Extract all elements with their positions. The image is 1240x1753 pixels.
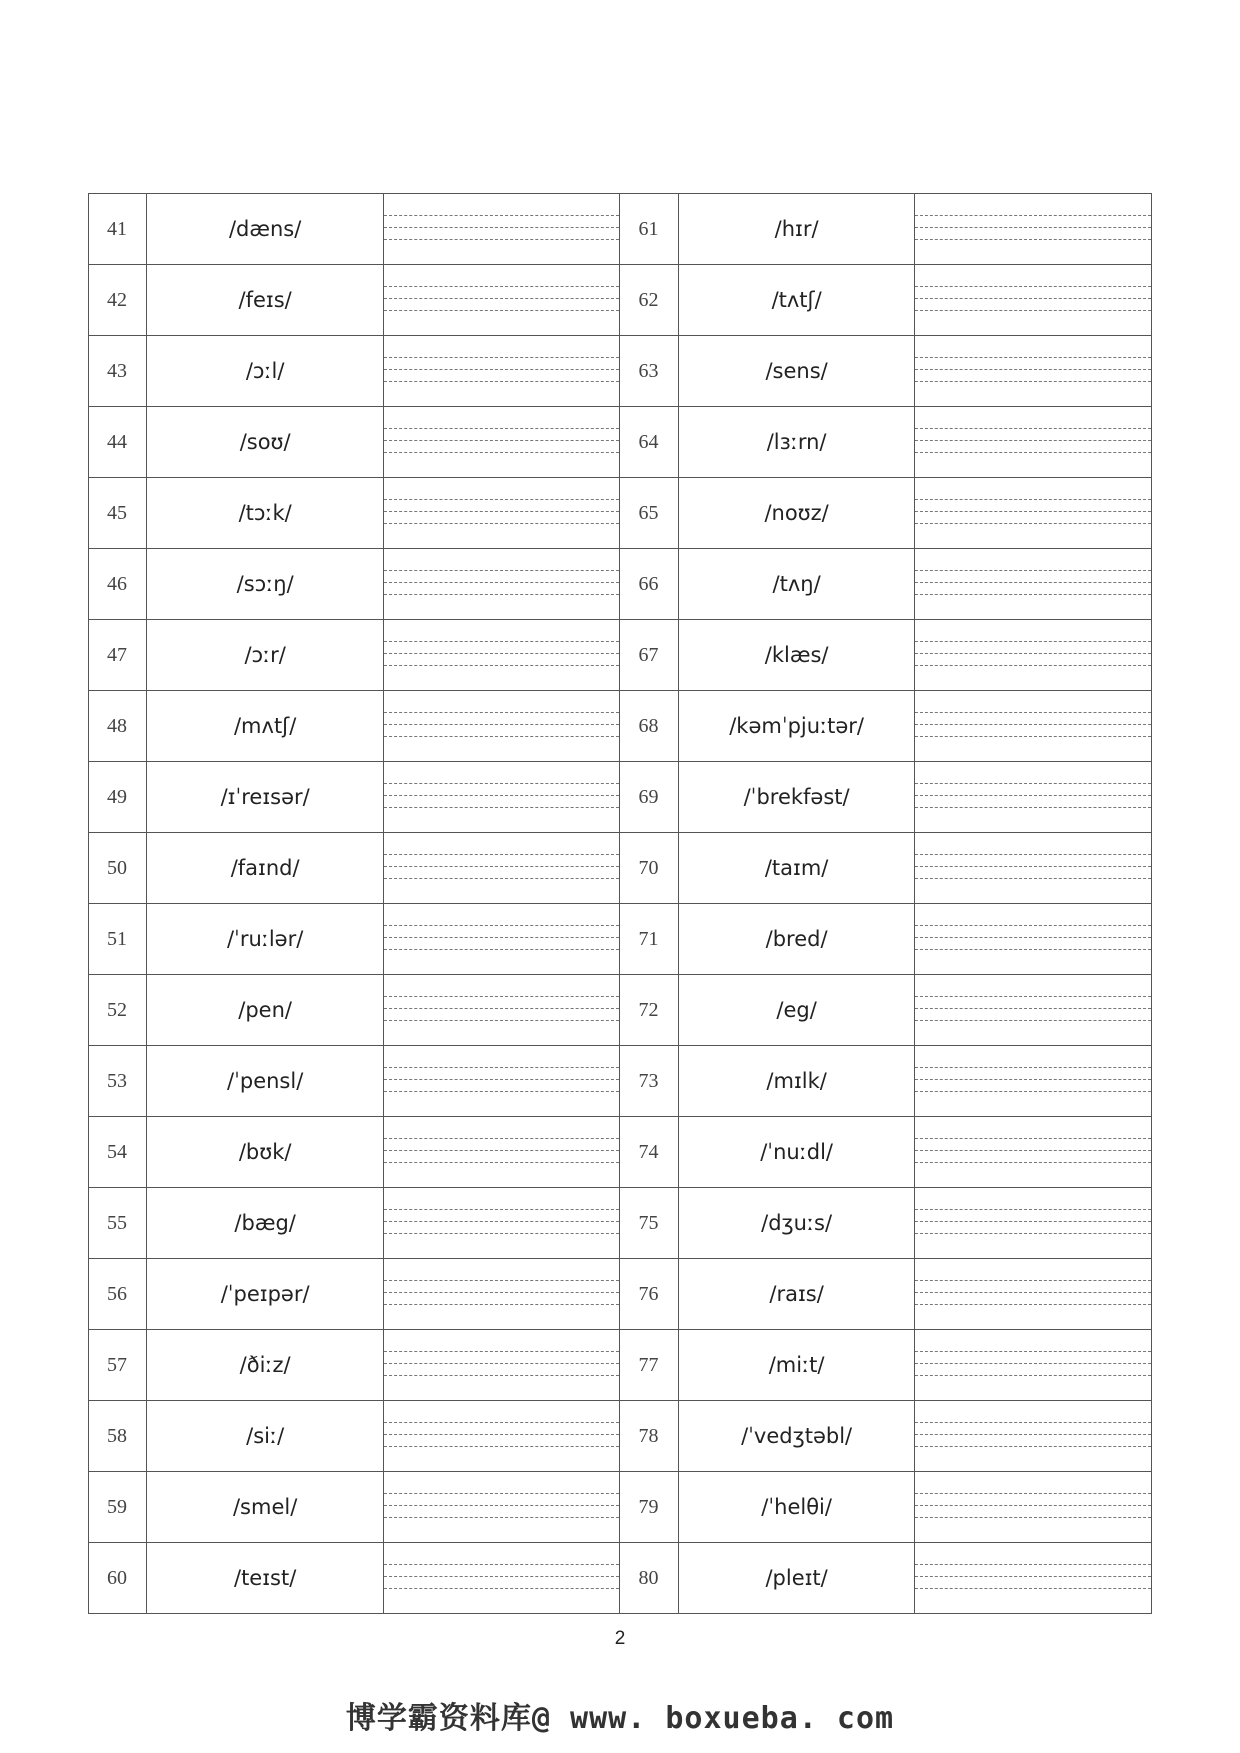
dashed-guide-line (915, 1280, 1151, 1281)
dashed-guide-line (915, 712, 1151, 713)
dashed-guide-line (384, 641, 620, 642)
table-row (89, 194, 1152, 265)
table-row (89, 1472, 1152, 1543)
dashed-guide-line (915, 1422, 1151, 1423)
answer-writing-lines[interactable] (383, 1259, 620, 1330)
phonetic-transcription: /ˈnuːdl/ (678, 1117, 915, 1188)
answer-writing-lines[interactable] (915, 904, 1152, 975)
answer-writing-lines[interactable] (915, 336, 1152, 407)
dashed-guide-line (915, 369, 1151, 370)
table-row (89, 833, 1152, 904)
worksheet-body (89, 194, 1152, 1614)
dashed-guide-line (384, 783, 620, 784)
item-number: 58 (89, 1401, 147, 1472)
dashed-guide-line (384, 937, 620, 938)
phonetic-transcription: /dæns/ (147, 194, 384, 265)
answer-writing-lines[interactable] (915, 194, 1152, 265)
dashed-guide-line (915, 1067, 1151, 1068)
item-number: 59 (89, 1472, 147, 1543)
item-number: 42 (89, 265, 147, 336)
dashed-guide-line (915, 239, 1151, 240)
answer-writing-lines[interactable] (383, 265, 620, 336)
dashed-guide-line (915, 310, 1151, 311)
phonetic-transcription: /ˈpeɪpər/ (147, 1259, 384, 1330)
item-number: 73 (620, 1046, 678, 1117)
answer-writing-lines[interactable] (915, 478, 1152, 549)
answer-writing-lines[interactable] (915, 1046, 1152, 1117)
table-row (89, 1543, 1152, 1614)
dashed-guide-line (915, 381, 1151, 382)
dashed-guide-line (384, 1564, 620, 1565)
dashed-guide-line (915, 925, 1151, 926)
item-number: 72 (620, 975, 678, 1046)
phonetic-transcription: /faɪnd/ (147, 833, 384, 904)
dashed-guide-line (915, 949, 1151, 950)
dashed-guide-line (384, 1209, 620, 1210)
dashed-guide-line (384, 1150, 620, 1151)
dashed-guide-line (915, 1150, 1151, 1151)
phonetic-transcription: /smel/ (147, 1472, 384, 1543)
answer-writing-lines[interactable] (915, 1259, 1152, 1330)
dashed-guide-line (384, 1221, 620, 1222)
answer-writing-lines[interactable] (383, 1117, 620, 1188)
phonetic-transcription: /ɪˈreɪsər/ (147, 762, 384, 833)
dashed-guide-line (384, 1079, 620, 1080)
dashed-guide-line (915, 523, 1151, 524)
dashed-guide-line (384, 227, 620, 228)
dashed-guide-line (915, 1209, 1151, 1210)
dashed-guide-line (915, 1020, 1151, 1021)
dashed-guide-line (915, 1493, 1151, 1494)
dashed-guide-line (384, 1505, 620, 1506)
dashed-guide-line (915, 452, 1151, 453)
item-number: 50 (89, 833, 147, 904)
item-number: 55 (89, 1188, 147, 1259)
dashed-guide-line (915, 665, 1151, 666)
dashed-guide-line (384, 712, 620, 713)
answer-writing-lines[interactable] (383, 762, 620, 833)
phonetic-transcription: /sɔːŋ/ (147, 549, 384, 620)
phonetic-transcription: /soʊ/ (147, 407, 384, 478)
dashed-guide-line (915, 428, 1151, 429)
item-number: 65 (620, 478, 678, 549)
item-number: 60 (89, 1543, 147, 1614)
phonetic-transcription: /tɔːk/ (147, 478, 384, 549)
item-number: 53 (89, 1046, 147, 1117)
dashed-guide-line (915, 736, 1151, 737)
dashed-guide-line (915, 1564, 1151, 1565)
dashed-guide-line (915, 937, 1151, 938)
dashed-guide-line (384, 499, 620, 500)
item-number: 70 (620, 833, 678, 904)
item-number: 54 (89, 1117, 147, 1188)
dashed-guide-line (384, 1008, 620, 1009)
item-number: 68 (620, 691, 678, 762)
table-row (89, 1259, 1152, 1330)
item-number: 71 (620, 904, 678, 975)
dashed-guide-line (384, 452, 620, 453)
item-number: 62 (620, 265, 678, 336)
dashed-guide-line (915, 1517, 1151, 1518)
answer-writing-lines[interactable] (915, 691, 1152, 762)
phonetic-transcription: /ɔːr/ (147, 620, 384, 691)
dashed-guide-line (384, 1292, 620, 1293)
answer-writing-lines[interactable] (383, 1046, 620, 1117)
answer-writing-lines[interactable] (915, 833, 1152, 904)
dashed-guide-line (915, 795, 1151, 796)
answer-writing-lines[interactable] (383, 833, 620, 904)
answer-writing-lines[interactable] (383, 691, 620, 762)
answer-writing-lines[interactable] (383, 407, 620, 478)
item-number: 45 (89, 478, 147, 549)
item-number: 79 (620, 1472, 678, 1543)
dashed-guide-line (384, 239, 620, 240)
answer-writing-lines[interactable] (915, 762, 1152, 833)
item-number: 63 (620, 336, 678, 407)
item-number: 48 (89, 691, 147, 762)
answer-writing-lines[interactable] (383, 904, 620, 975)
dashed-guide-line (915, 724, 1151, 725)
dashed-guide-line (384, 736, 620, 737)
dashed-guide-line (384, 925, 620, 926)
item-number: 69 (620, 762, 678, 833)
table-row (89, 1117, 1152, 1188)
table-row (89, 1401, 1152, 1472)
table-row (89, 265, 1152, 336)
dashed-guide-line (384, 523, 620, 524)
dashed-guide-line (915, 1008, 1151, 1009)
dashed-guide-line (915, 511, 1151, 512)
dashed-guide-line (384, 1020, 620, 1021)
phonetic-transcription: /siː/ (147, 1401, 384, 1472)
dashed-guide-line (915, 1446, 1151, 1447)
phonetic-worksheet-table (88, 193, 1152, 1614)
dashed-guide-line (384, 653, 620, 654)
dashed-guide-line (915, 783, 1151, 784)
dashed-guide-line (915, 1091, 1151, 1092)
phonetic-transcription: /ɔːl/ (147, 336, 384, 407)
dashed-guide-line (384, 996, 620, 997)
answer-writing-lines[interactable] (915, 1472, 1152, 1543)
table-row (89, 975, 1152, 1046)
phonetic-transcription: /bæg/ (147, 1188, 384, 1259)
item-number: 75 (620, 1188, 678, 1259)
dashed-guide-line (915, 1221, 1151, 1222)
dashed-guide-line (384, 1576, 620, 1577)
answer-writing-lines[interactable] (383, 549, 620, 620)
dashed-guide-line (384, 724, 620, 725)
table-row (89, 336, 1152, 407)
item-number: 64 (620, 407, 678, 478)
phonetic-transcription: /hɪr/ (678, 194, 915, 265)
dashed-guide-line (915, 215, 1151, 216)
dashed-guide-line (384, 428, 620, 429)
dashed-guide-line (384, 1091, 620, 1092)
dashed-guide-line (915, 1304, 1151, 1305)
dashed-guide-line (384, 1067, 620, 1068)
dashed-guide-line (384, 854, 620, 855)
table-row (89, 478, 1152, 549)
dashed-guide-line (915, 1138, 1151, 1139)
dashed-guide-line (915, 1505, 1151, 1506)
dashed-guide-line (384, 286, 620, 287)
item-number: 52 (89, 975, 147, 1046)
answer-writing-lines[interactable] (915, 620, 1152, 691)
answer-writing-lines[interactable] (383, 478, 620, 549)
phonetic-transcription: /ðiːz/ (147, 1330, 384, 1401)
item-number: 56 (89, 1259, 147, 1330)
answer-writing-lines[interactable] (915, 1117, 1152, 1188)
dashed-guide-line (915, 1375, 1151, 1376)
dashed-guide-line (384, 594, 620, 595)
phonetic-transcription: /mʌtʃ/ (147, 691, 384, 762)
item-number: 51 (89, 904, 147, 975)
dashed-guide-line (384, 795, 620, 796)
table-row (89, 904, 1152, 975)
answer-writing-lines[interactable] (915, 1401, 1152, 1472)
phonetic-transcription: /ˈruːlər/ (147, 904, 384, 975)
dashed-guide-line (384, 357, 620, 358)
table-row (89, 549, 1152, 620)
dashed-guide-line (384, 369, 620, 370)
dashed-guide-line (384, 381, 620, 382)
item-number: 47 (89, 620, 147, 691)
phonetic-transcription: /teɪst/ (147, 1543, 384, 1614)
dashed-guide-line (915, 594, 1151, 595)
table-row (89, 1330, 1152, 1401)
answer-writing-lines[interactable] (915, 1330, 1152, 1401)
dashed-guide-line (384, 215, 620, 216)
dashed-guide-line (384, 866, 620, 867)
answer-writing-lines[interactable] (915, 1543, 1152, 1614)
dashed-guide-line (384, 1434, 620, 1435)
phonetic-transcription: /klæs/ (678, 620, 915, 691)
table-row (89, 1188, 1152, 1259)
dashed-guide-line (384, 310, 620, 311)
dashed-guide-line (915, 854, 1151, 855)
dashed-guide-line (915, 653, 1151, 654)
answer-writing-lines[interactable] (383, 1543, 620, 1614)
dashed-guide-line (915, 807, 1151, 808)
dashed-guide-line (915, 1233, 1151, 1234)
dashed-guide-line (915, 641, 1151, 642)
dashed-guide-line (915, 1363, 1151, 1364)
dashed-guide-line (915, 286, 1151, 287)
dashed-guide-line (915, 582, 1151, 583)
phonetic-transcription: /raɪs/ (678, 1259, 915, 1330)
dashed-guide-line (384, 1138, 620, 1139)
item-number: 80 (620, 1543, 678, 1614)
answer-writing-lines[interactable] (915, 549, 1152, 620)
table-row (89, 620, 1152, 691)
phonetic-transcription: /miːt/ (678, 1330, 915, 1401)
dashed-guide-line (384, 1493, 620, 1494)
dashed-guide-line (915, 298, 1151, 299)
item-number: 43 (89, 336, 147, 407)
item-number: 66 (620, 549, 678, 620)
phonetic-transcription: /tʌŋ/ (678, 549, 915, 620)
dashed-guide-line (915, 996, 1151, 997)
phonetic-transcription: /pen/ (147, 975, 384, 1046)
phonetic-transcription: /bred/ (678, 904, 915, 975)
phonetic-transcription: /lɜːrn/ (678, 407, 915, 478)
answer-writing-lines[interactable] (383, 1401, 620, 1472)
site-watermark: 博学霸资料库@ www. boxueba. com (345, 1701, 895, 1736)
phonetic-transcription: /eg/ (678, 975, 915, 1046)
dashed-guide-line (915, 440, 1151, 441)
dashed-guide-line (384, 570, 620, 571)
dashed-guide-line (915, 1351, 1151, 1352)
item-number: 61 (620, 194, 678, 265)
dashed-guide-line (384, 298, 620, 299)
item-number: 74 (620, 1117, 678, 1188)
item-number: 49 (89, 762, 147, 833)
dashed-guide-line (384, 949, 620, 950)
dashed-guide-line (384, 1304, 620, 1305)
dashed-guide-line (384, 1162, 620, 1163)
phonetic-transcription: /taɪm/ (678, 833, 915, 904)
item-number: 41 (89, 194, 147, 265)
answer-writing-lines[interactable] (383, 336, 620, 407)
dashed-guide-line (384, 511, 620, 512)
dashed-guide-line (384, 1588, 620, 1589)
dashed-guide-line (915, 227, 1151, 228)
table-row (89, 1046, 1152, 1117)
phonetic-transcription: /ˈvedʒtəbl/ (678, 1401, 915, 1472)
phonetic-transcription: /pleɪt/ (678, 1543, 915, 1614)
dashed-guide-line (384, 582, 620, 583)
phonetic-transcription: /ˈhelθi/ (678, 1472, 915, 1543)
phonetic-transcription: /ˈbrekfəst/ (678, 762, 915, 833)
dashed-guide-line (915, 1079, 1151, 1080)
answer-writing-lines[interactable] (915, 407, 1152, 478)
phonetic-transcription: /sens/ (678, 336, 915, 407)
item-number: 78 (620, 1401, 678, 1472)
table-row (89, 691, 1152, 762)
item-number: 76 (620, 1259, 678, 1330)
answer-writing-lines[interactable] (383, 1472, 620, 1543)
phonetic-transcription: /ˈpensl/ (147, 1046, 384, 1117)
dashed-guide-line (384, 665, 620, 666)
answer-writing-lines[interactable] (383, 1188, 620, 1259)
table-row (89, 407, 1152, 478)
dashed-guide-line (915, 1588, 1151, 1589)
answer-writing-lines[interactable] (915, 265, 1152, 336)
dashed-guide-line (915, 878, 1151, 879)
phonetic-transcription: /bʊk/ (147, 1117, 384, 1188)
phonetic-transcription: /kəmˈpjuːtər/ (678, 691, 915, 762)
dashed-guide-line (915, 1162, 1151, 1163)
dashed-guide-line (384, 440, 620, 441)
dashed-guide-line (915, 1576, 1151, 1577)
phonetic-transcription: /tʌtʃ/ (678, 265, 915, 336)
dashed-guide-line (384, 1422, 620, 1423)
dashed-guide-line (384, 1351, 620, 1352)
dashed-guide-line (384, 1363, 620, 1364)
dashed-guide-line (384, 1280, 620, 1281)
dashed-guide-line (915, 1434, 1151, 1435)
item-number: 67 (620, 620, 678, 691)
dashed-guide-line (915, 357, 1151, 358)
item-number: 77 (620, 1330, 678, 1401)
phonetic-transcription: /feɪs/ (147, 265, 384, 336)
answer-writing-lines[interactable] (383, 1330, 620, 1401)
dashed-guide-line (915, 866, 1151, 867)
dashed-guide-line (384, 1233, 620, 1234)
item-number: 57 (89, 1330, 147, 1401)
dashed-guide-line (384, 807, 620, 808)
answer-writing-lines[interactable] (915, 975, 1152, 1046)
item-number: 46 (89, 549, 147, 620)
dashed-guide-line (915, 499, 1151, 500)
phonetic-transcription: /noʊz/ (678, 478, 915, 549)
dashed-guide-line (915, 570, 1151, 571)
item-number: 44 (89, 407, 147, 478)
dashed-guide-line (384, 1375, 620, 1376)
page-number: 2 (614, 1628, 626, 1649)
dashed-guide-line (384, 1517, 620, 1518)
dashed-guide-line (384, 878, 620, 879)
phonetic-transcription: /dʒuːs/ (678, 1188, 915, 1259)
table-row (89, 762, 1152, 833)
answer-writing-lines[interactable] (383, 975, 620, 1046)
phonetic-transcription: /mɪlk/ (678, 1046, 915, 1117)
dashed-guide-line (384, 1446, 620, 1447)
answer-writing-lines[interactable] (383, 194, 620, 265)
answer-writing-lines[interactable] (383, 620, 620, 691)
answer-writing-lines[interactable] (915, 1188, 1152, 1259)
dashed-guide-line (915, 1292, 1151, 1293)
